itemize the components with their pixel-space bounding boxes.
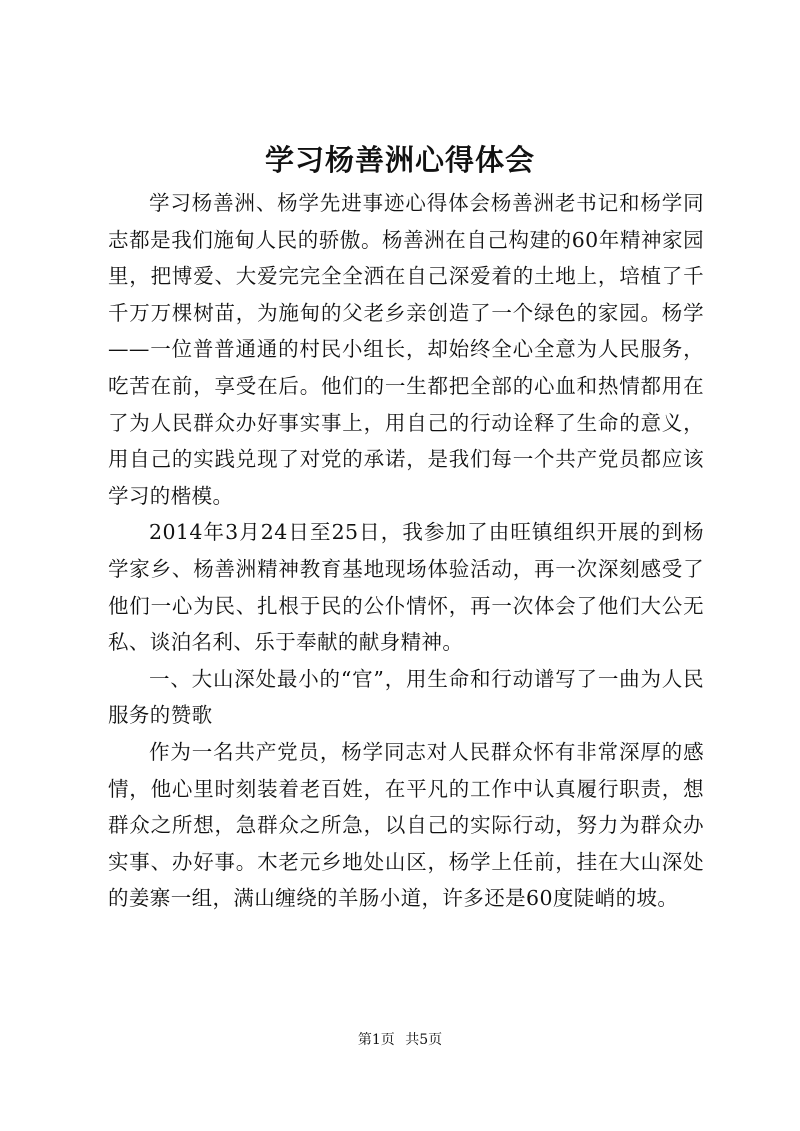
page-number: 第1页: [357, 1032, 395, 1048]
paragraph-section-1: 作为一名共产党员，杨学同志对人民群众怀有非常深厚的感情，他心里时刻装着老百姓，在平凡的工作中认真履行职责，想群众之所想，急群众之所急，以自己的实际行动，努力为群众办实事、办好事。木老元乡地处山区，杨学上任前，挂在大山深处的姜寨一组，满山缠绕的羊肠小道，许多还是60度陡峭的坡。: [108, 739, 704, 911]
paragraph-intro: 学习杨善洲、杨学先进事迹心得体会杨善洲老书记和杨学同志都是我们施甸人民的骄傲。杨善洲在自己构建的60年精神家园里，把博爱、大爱完完全全洒在自己深爱着的土地上，培植了千千万万棵树苗，为施甸的父老乡亲创造了一个绿色的家园。杨学——一位普普通通的村民小组长，却始终全心全意为人民服务，吃苦在前，享受在后。他们的一生都把全部的心血和热情都用在了为人民群众办好事实事上，用自己的行动诠释了生命的意义，用自己的实践兑现了对党的承诺，是我们每一个共产党员都应该学习的楷模。: [108, 191, 704, 508]
document-title: 学习杨善洲心得体会: [264, 143, 535, 177]
page-total: 共5页: [405, 1032, 443, 1048]
paragraph-activity: 2014年3月24日至25日，我参加了由旺镇组织开展的到杨学家乡、杨善洲精神教育基地现场体验活动，再一次深刻感受了他们一心为民、扎根于民的公仆情怀，再一次体会了他们大公无私、谈泊名利、乐于奉献的献身精神。: [108, 520, 704, 655]
document-body: [108, 185, 704, 917]
section-heading-1: 一、大山深处最小的“官”，用生命和行动谱写了一曲为人民服务的赞歌: [108, 666, 704, 728]
page-footer: [0, 1030, 800, 1050]
